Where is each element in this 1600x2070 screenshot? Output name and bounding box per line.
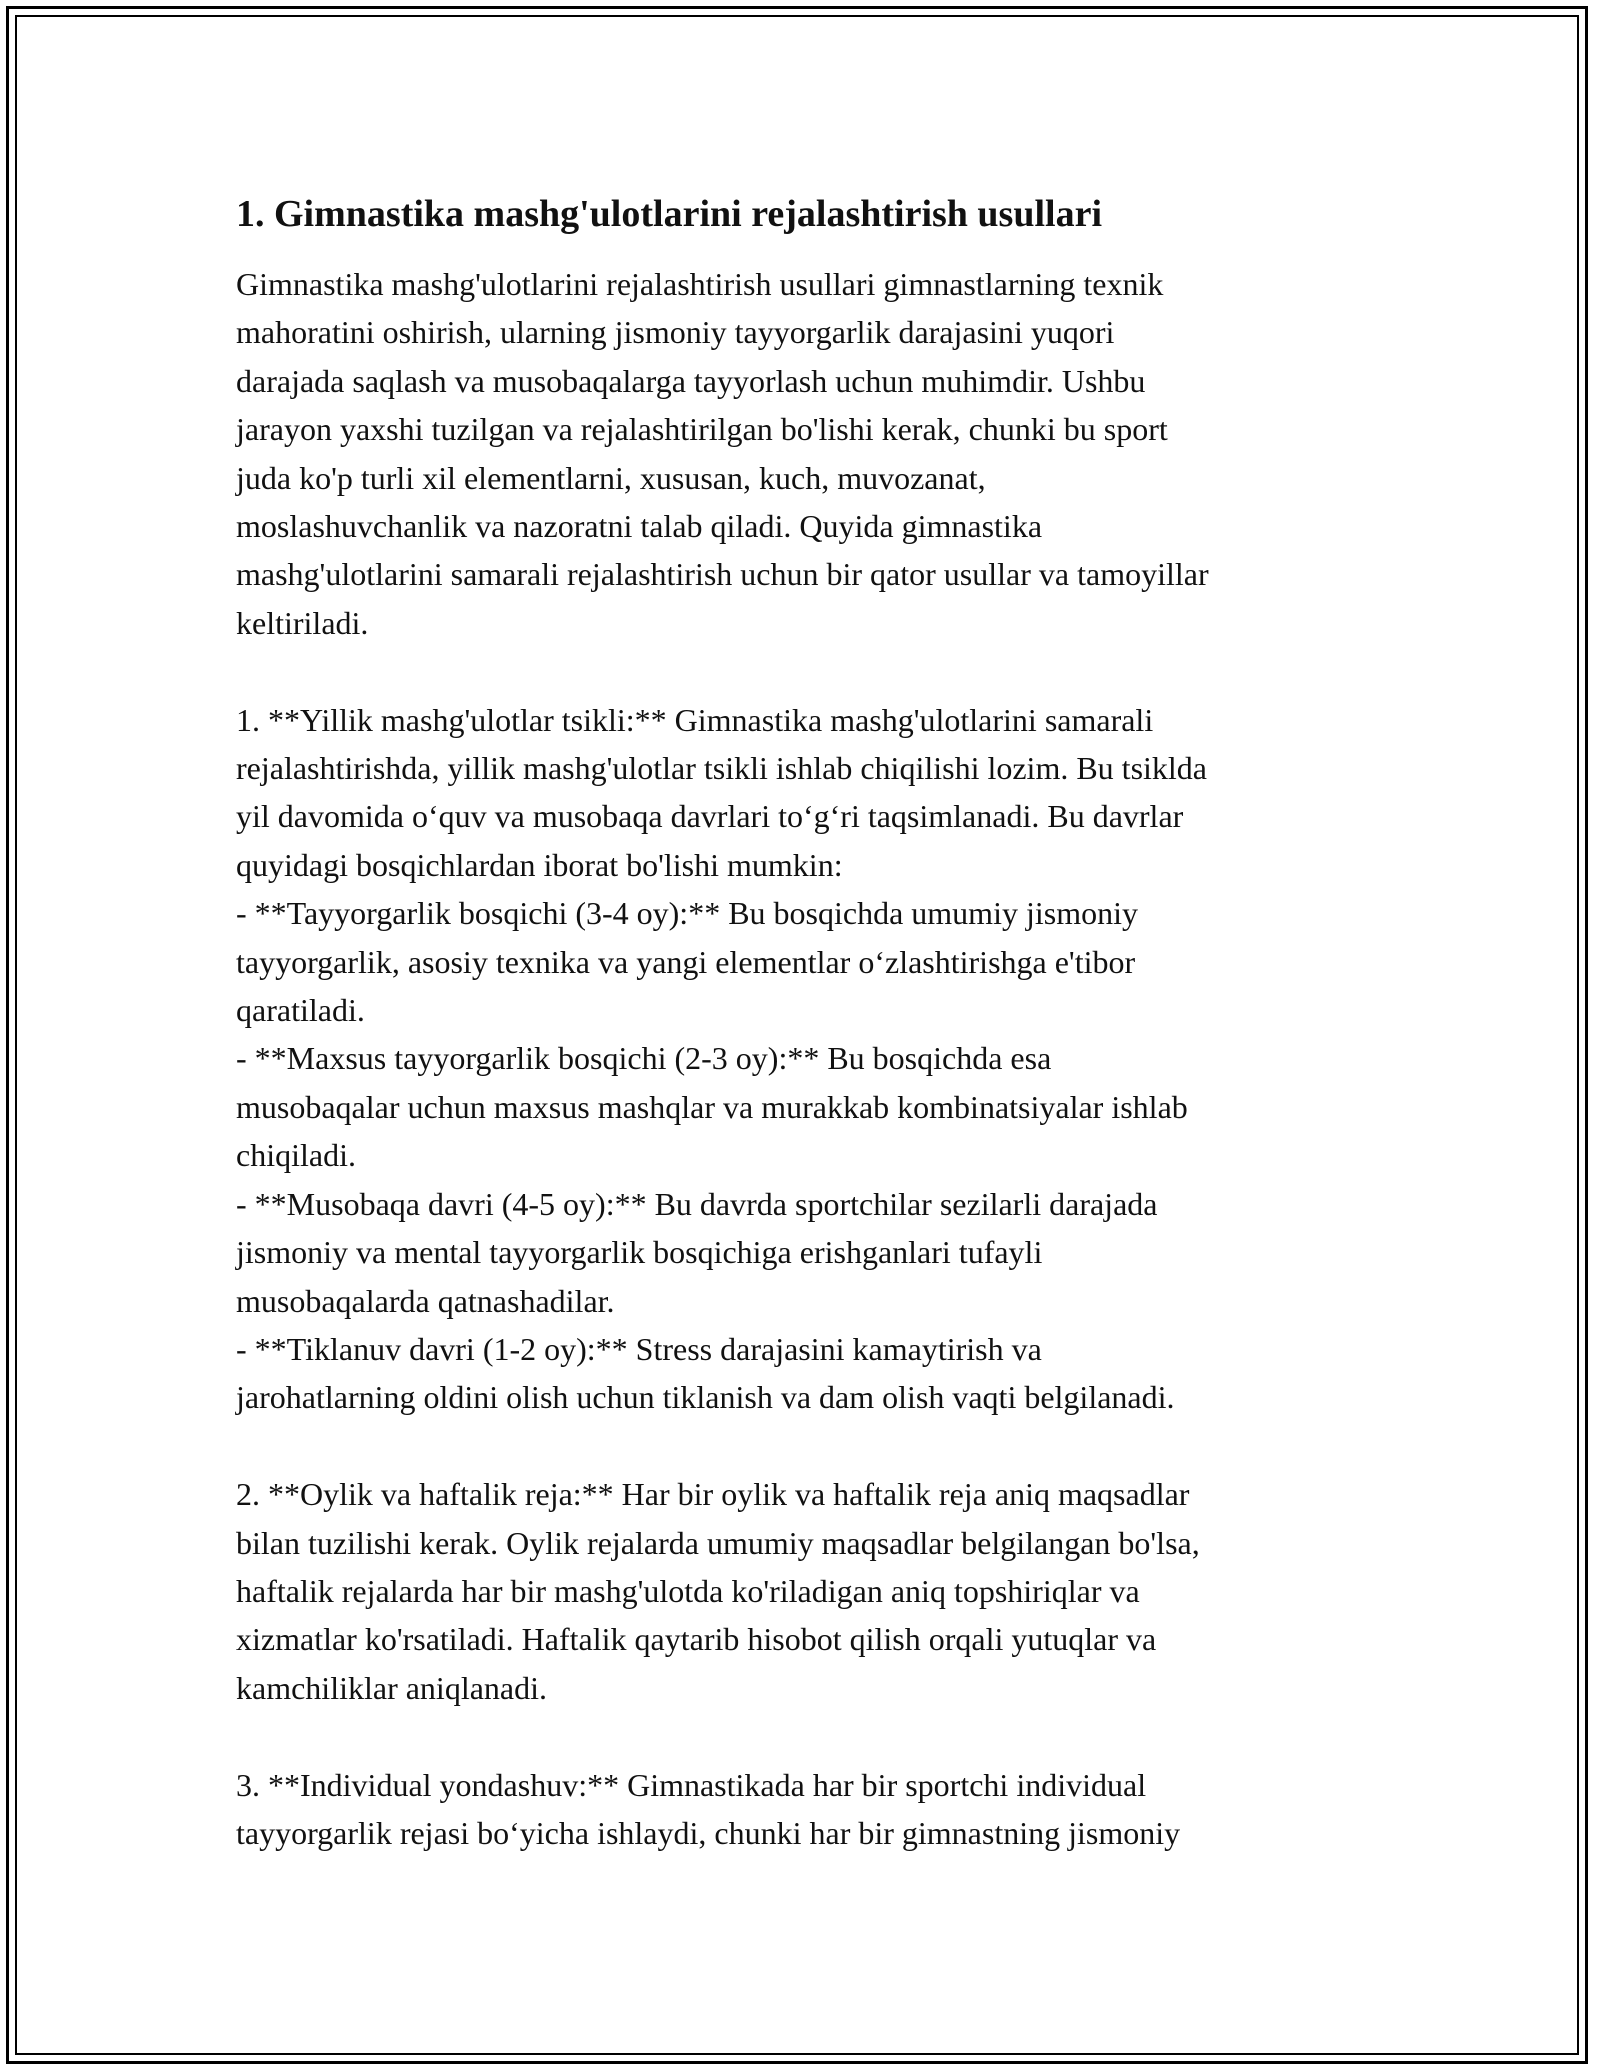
section-1-paragraph: 1. **Yillik mashg'ulotlar tsikli:** Gimnastika mashg'ulotlarini samarali rejalashtirishda, yillik mashg'ulotlar tsikli ishlab chiqilishi lozim. Bu tsiklda yil davomida o‘quv va musobaqa davrlari to‘g‘ri taqsimlanadi. Bu davrlar quyidagi bosqichlardan iborat bo'lishi mumkin: - **Tayyorgarlik bosqichi (3-4 oy):** Bu bosqichda umumiy jismoniy tayyorgarlik, asosiy texnika va yangi elementlar o‘zlashtirishga e'tibor qaratiladi. - **Maxsus tayyorgarlik bosqichi (2-3 oy):** Bu bosqichda esa musobaqalar uchun maxsus mashqlar va murakkab kombinatsiyalar ishlab chiqiladi. - **Musobaqa davri (4-5 oy):** Bu davrda sportchilar sezilarli darajada jismoniy va mental tayyorgarlik bosqichiga erishganlari tufayli musobaqalarda qatnashadilar. - **Tiklanuv davri (1-2 oy):** Stress darajasini kamaytirish va jarohatlarning oldini olish uchun tiklanish va dam olish vaqti belgilanadi. [236,701,1207,1416]
paragraph-gap [236,1712,1376,1760]
intro-paragraph: Gimnastika mashg'ulotlarini rejalashtirish usullari gimnastlarning texnik mahoratini oshirish, ularning jismoniy tayyorgarlik darajasini yuqori darajada saqlash va musobaqalarga tayyorlash uchun muhimdir. Ushbu jarayon yaxshi tuzilgan va rejalashtirilgan bo'lishi kerak, chunki bu sport juda ko'p turli xil elementlarni, xususan, kuch, muvozanat, moslashuvchanlik va nazoratni talab qiladi. Quyida gimnastika mashg'ulotlarini samarali rejalashtirish uchun bir qator usullar va tamoyillar keltiriladi. [236,266,1209,641]
section-3-paragraph: 3. **Individual yondashuv:** Gimnastikada har bir sportchi individual tayyorgarlik rejasi bo‘yicha ishlaydi, chunki har bir gimnastning jismoniy [236,1766,1181,1851]
section-2-paragraph: 2. **Oylik va haftalik reja:** Har bir oylik va haftalik reja aniq maqsadlar bilan tuzilishi kerak. Oylik rejalarda umumiy maqsadlar belgilangan bo'lsa, haftalik rejalarda har bir mashg'ulotda ko'riladigan aniq topshiriqlar va xizmatlar ko'rsatiladi. Haftalik qaytarib hisobot qilish orqali yutuqlar va kamchiliklar aniqlanadi. [236,1476,1200,1706]
paragraph-gap [236,647,1376,695]
document-title: 1. Gimnastika mashg'ulotlarini rejalashtirish usullari [236,193,1103,235]
paragraph-gap [236,1422,1376,1470]
document-body [236,186,1376,1857]
